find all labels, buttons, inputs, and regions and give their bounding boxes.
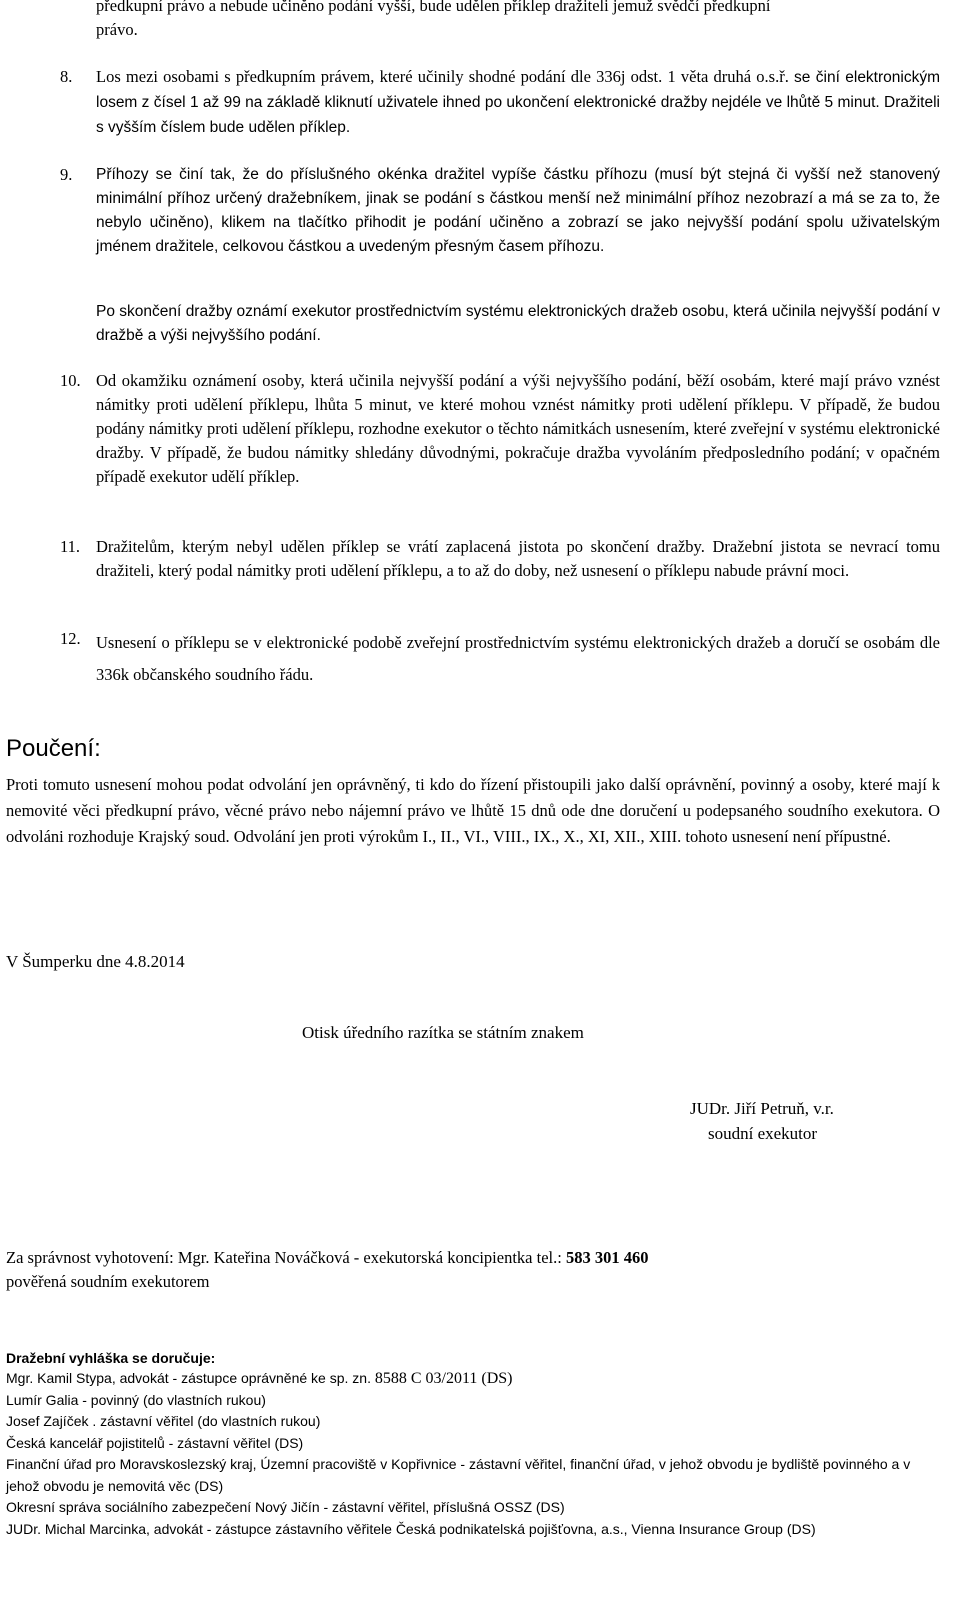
delivery-list [6,1368,940,1540]
item-text: Příhozy se činí tak, že do příslušného okénka dražitel vypíše částku příhozu (musí být stejná či vyšší než stanovený minimální příhoz určený dražebníkem, jinak se podání s částkou menší než minimální příhoz nezobrazí a má se za to, že nebylo učiněno), klikem na tlačítko přihodit je podání učiněno a zobrazí se jako nejvyšší podání spolu uživatelským jménem dražitele, celkovou částkou a uvedeným přesným časem příhozu. [96,166,940,255]
recipient-text: Lumír Galia - povinný (do vlastních rukou) [6,1391,266,1408]
item-number: 8. [60,67,73,86]
delivery-recipient [6,1454,940,1497]
verification-line-1 [6,1246,940,1270]
instruction-text: Proti tomuto usnesení mohou podat odvolání jen oprávněný, ti kdo do řízení přistoupili jako další oprávnění, povinný a osoby, které mají k nemovité věci předkupní právo, věcné právo nebo nájemní právo ve lhůtě 15 dnů ode dne doručení u podepsaného soudního exekutora. O odvoláni rozhoduje Krajský soud. Odvolání jen proti výrokům I., II., VI., VIII., IX., X., XI, XII., XIII. tohoto usnesení není přípustné. [6,775,940,846]
stamp-note: Otisk úředního razítka se státním znakem [302,1023,584,1042]
continuation-line-2: právo. [96,20,138,39]
recipient-text: Finanční úřad pro Moravskoslezský kraj, Územní pracoviště v Kopřivnice - zástavní věřitel, finanční úřad, v jehož obvodu je bydliště povinného a v jehož obvodu je nemovitá věc (DS) [6,1456,911,1494]
delivery-recipient [6,1411,940,1433]
verification-block [6,1246,940,1294]
delivery-recipient [6,1433,940,1455]
list-item-11 [60,535,940,583]
list-item-9 [60,163,940,259]
delivery-heading: Dražební vyhláška se doručuje: [6,1350,216,1366]
item-text [96,65,940,140]
delivery-recipient [6,1497,940,1519]
item-text-sans: se činí elektronickým losem z čísel 1 až 99 na základě kliknutí uživatele ihned po ukončení elektronické dražby nejdéle ve lhůtě 5 minut. Dražiteli s vyšším číslem bude udělen příklep. [96,69,940,136]
list-item-12 [60,627,940,691]
item-9-continuation: Po skončení dražby oznámí exekutor prostřednictvím systému elektronických dražeb osobu, která učinila nejvyšší podání v dražbě a výši nejvyššího podání. [96,303,940,344]
recipient-case-number: 8588 C 03/2011 (DS) [374,1370,513,1387]
recipient-text: Mgr. Kamil Stypa, advokát - zástupce oprávněné ke sp. zn. [6,1370,371,1386]
continuation-text [96,0,940,42]
signature-name: JUDr. Jiří Petruň, v.r. [690,1099,834,1118]
item-text: Usnesení o příklepu se v elektronické podobě zveřejní prostřednictvím systému elektronických dražeb a doručí se osobám dle 336k občanského soudního řádu. [96,633,940,684]
item-number: 11. [60,537,81,556]
recipient-text: Josef Zajíček . zástavní věřitel (do vlastních rukou) [6,1413,321,1429]
item-number: 10. [60,371,81,390]
telephone-number: 583 301 460 [565,1248,649,1267]
list-item-8 [60,65,940,140]
item-number: 12. [60,629,81,648]
list-item-10 [60,369,940,489]
item-text: Od okamžiku oznámení osoby, která učinila nejvyšší podání a výši nejvyššího podání, běží osobám, které mají právo vznést námitky proti udělení příklepu, lhůta 5 minut, ve které mohou vznést námitky proti udělení příklepu. V případě, že budou podány námitky proti udělení příklepu, rozhodne exekutor o těchto námitkách usnesením, které zveřejní v systému elektronické dražby. V případě, že budou námitky shledány důvodnými, pokračuje dražba vyvoláním předposledního podání; v opačném případě exekutor udělí příklep. [96,371,940,486]
item-number: 9. [60,165,73,184]
verification-prefix: Za správnost vyhotovení: Mgr. Kateřina Nováčková - exekutorská koncipientka [6,1248,533,1267]
continuation-line-1: předkupní právo a nebude učiněno podání vyšší, bude udělen příklep dražiteli jemuž svědčí předkupní [96,0,771,15]
item-text-serif: Los mezi osobami s předkupním právem, které učinily shodné podání dle 336j odst. 1 věta druhá o.s.ř. [96,67,789,86]
recipient-text: JUDr. Michal Marcinka, advokát - zástupce zástavního věřitele Česká podnikatelská pojišťovna, a.s., Vienna Insurance Group (DS) [6,1520,816,1537]
instruction-heading: Poučení: [6,735,101,762]
delivery-recipient [6,1368,940,1390]
signature-title: soudní exekutor [708,1124,818,1143]
item-text: Dražitelům, kterým nebyl udělen příklep se vrátí zaplacená jistota po skončení dražby. Dražební jistota se nevrací tomu dražiteli, který podal námitky proti udělení příklepu, a to až do doby, než usnesení o příklepu nabude právní moci. [96,537,940,580]
recipient-text: Okresní správa sociálního zabezpečení Nový Jičín - zástavní věřitel, příslušná OSSZ (DS) [6,1499,565,1515]
delivery-recipient [6,1390,940,1412]
place-date: V Šumperku dne 4.8.2014 [6,952,185,971]
recipient-text: Česká kancelář pojistitelů - zástavní věřitel (DS) [6,1434,304,1451]
verification-line-2: pověřená soudním exekutorem [6,1272,210,1291]
delivery-recipient [6,1519,940,1541]
telephone-label: tel.: [536,1248,562,1267]
